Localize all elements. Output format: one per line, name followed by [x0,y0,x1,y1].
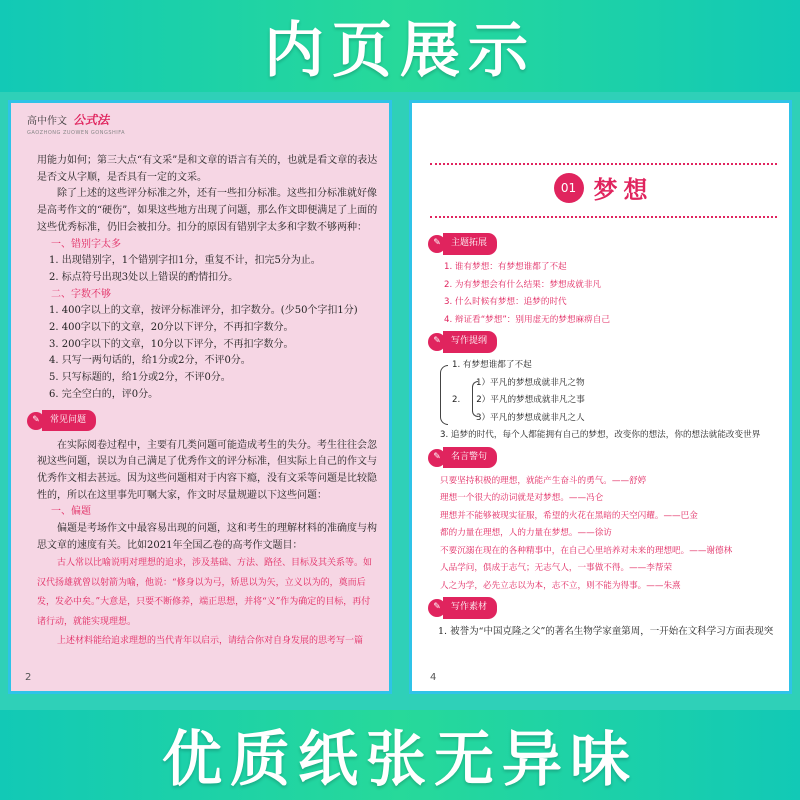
page-number: 4 [430,672,437,683]
quote: 只要坚持积极的理想，就能产生奋斗的勇气。——舒婷 [440,475,647,486]
paragraph: 除了上述的这些评分标准之外，还有一些扣分标准。这些扣分标准就好像是高考作文的“硬伤”，如果这些地方出现了问题，那么作文即便满足了上面的这些优秀标准，仍旧会被扣分。扣分的原因有错别字太多和字数不够两种： [37,188,378,233]
divider [430,216,777,218]
pen-icon: ✎ [428,333,446,351]
brace-icon [472,381,478,417]
outline-item [452,392,779,410]
section-tag [27,412,379,430]
list-item: 5. 只写标题的，给1分或2分，不评0分。 [49,372,231,384]
paragraph: 偏题是考场作文中最容易出现的问题，这和考生的理解材料的准确度与构思文章的速度有关。比如2021年全国乙卷的高考作文题目： [37,523,377,551]
book-title: 高中作文 [27,116,67,127]
pen-icon: ✎ [27,412,45,430]
quoted-material: 上述材料能给追求理想的当代青年以启示，请结合你对自身发展的思考写一篇 [57,636,364,647]
top-banner [0,0,800,92]
pen-icon: ✎ [428,235,446,253]
chapter-title: 梦想 [593,176,654,204]
list-item: 2. 为有梦想会有什么结果：梦想成就非凡 [444,279,602,290]
brace-icon [440,365,448,425]
quote: 都的力量在理想，人的力量在梦想。——徐访 [440,528,612,538]
outline-item: 3）平凡的梦想成就非凡之人 [476,412,585,423]
list-item: 3. 200字以下的文章，10分以下评分，不再扣字数分。 [49,338,294,350]
section-tag [428,449,779,467]
quote: 不要沉溺在现在的各种精事中，在自己心里培养对未来的理想吧。——谢德林 [440,545,733,556]
quoted-material: 古人常以比喻说明对理想的追求，涉及基础、方法、路径、目标及其关系等。如汉代扬雄就曾以射箭为喻，他说：“修身以为弓，矫思以为矢，立义以为的，奠而后发，发必中矣。”大意是，只要不断修养，端正思想，并将“义”作为确定的目标，再付诸行动，就能实现理想。 [37,558,373,627]
list-item: 2. 标点符号出现3处以上错误的酌情扣分。 [49,271,239,283]
book-pinyin: GAOZHONG ZUOWEN GONGSHIFA [27,130,126,136]
chapter-heading [412,170,792,205]
list-item: 4. 只写一两句话的，给1分或2分，不评0分。 [49,355,251,367]
page-number: 2 [25,672,32,683]
paragraph: 在实际阅卷过程中，主要有几类问题可能造成考生的失分。考生往往会忽视这些问题，误以为自己满足了优秀作文的评分标准，但实际上自己的作文与优秀作文相去甚远。因为这些问题相对于内容下瘾，没有文采等问题是比较隐性的，所以在这里事先叮嘱大家，作文时尽量规避以下这些问题： [37,439,377,501]
writing-outline [434,357,779,445]
subheading: 二、字数不够 [51,288,111,300]
chapter-number: 01 [554,173,584,203]
list-item: 3. 什么时候有梦想：追梦的时代 [444,297,567,307]
outline-item: 2）平凡的梦想成就非凡之事 [476,395,585,405]
book-method: 公式法 [73,113,110,127]
topic-list [434,259,779,329]
list-item: 1. 谁有梦想：有梦想谁都了不起 [444,262,567,272]
top-banner-text: 内页展示 [264,16,536,86]
section-tag-label: 写作素材 [443,597,497,619]
section-tag [428,599,779,617]
outline-item: 3. 追梦的时代，每个人都能拥有自己的梦想，改变你的想法，你的想法就能改变世界 [440,430,761,440]
section-tag [428,333,779,351]
bottom-banner [0,710,800,800]
section-tag [428,235,779,253]
outline-label: 2. [452,395,461,405]
quote: 人品学问，俱成于志气；无志气人，一事做不得。——李帮荣 [440,563,673,573]
section-tag-label: 主题拓展 [443,233,497,255]
material-paragraph: 1. 被誉为“中国克隆之父”的著名生物学家童第周，一开始在文科学习方面表现突 [438,626,774,637]
paragraph: 用能力如何；第三大点“有文采”是和文章的语言有关的，也就是看文章的表达是否文从字顺，是否具有一定的文采。 [37,155,378,183]
list-item: 4. 辩证看“梦想”：别用虚无的梦想麻痹自己 [444,314,610,325]
section-tag-label: 名言警句 [443,447,497,469]
quote: 理想一个很大的动词就是对梦想。——冯仑 [440,493,604,503]
quote: 人之为学，必先立志以为本，志不立，则不能为得事。——朱熹 [440,580,681,591]
subheading: 一、错别字太多 [51,238,121,250]
subheading: 一、偏题 [51,506,91,518]
bottom-banner-text: 优质纸张无异味 [162,725,638,795]
pen-icon: ✎ [428,449,446,467]
list-item: 2. 400字以下的文章，20分以下评分，不再扣字数分。 [49,322,294,334]
right-page [409,100,792,694]
left-page [8,100,392,694]
list-item: 6. 完全空白的，评0分。 [49,388,159,400]
list-item: 1. 出现错别字，1个错别字扣1分，重复不计，扣完5分为止。 [49,255,321,267]
outline-item: 1）平凡的梦想成就非凡之物 [476,377,585,388]
divider [430,163,777,165]
pen-icon: ✎ [428,599,446,617]
left-page-body [32,153,379,652]
left-page-header [27,111,125,136]
quote: 理想并不能够被现实征服，希望的火花在黑暗的天空闪耀。——巴金 [440,510,698,521]
section-tag-label: 常见问题 [42,410,96,431]
list-item: 1. 400字以上的文章，按评分标准评分，扣字数分。(少50个字扣1分) [49,305,358,317]
quote-list [434,473,779,596]
outline-item: 1. 有梦想谁都了不起 [452,360,532,370]
section-tag-label: 写作提纲 [443,331,497,353]
right-page-body [434,231,779,641]
